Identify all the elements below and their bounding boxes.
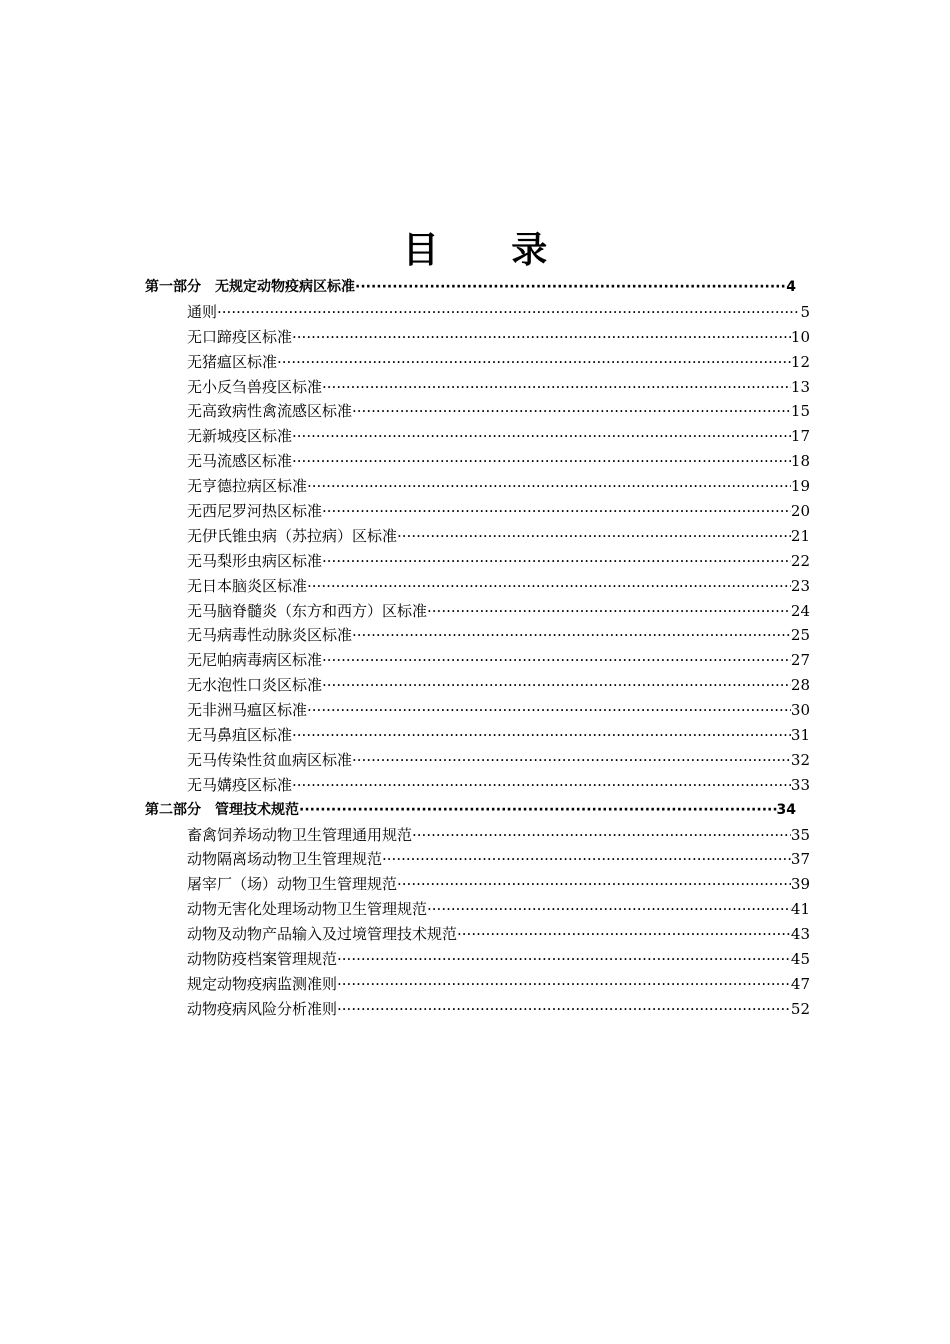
toc-entry[interactable]: [145, 499, 810, 524]
toc-entry[interactable]: [145, 947, 810, 972]
toc-entry[interactable]: [145, 798, 810, 823]
toc-entry-label: 无口蹄疫区标准: [187, 327, 293, 346]
toc-entry-page: 33: [790, 775, 810, 794]
toc-entry-page: 23: [790, 576, 810, 595]
toc-entry-label: 动物及动物产品输入及过境管理技术规范: [187, 925, 458, 944]
toc-entry-page: 45: [790, 950, 810, 969]
toc-entry[interactable]: [145, 748, 810, 773]
toc-leader-dots: [292, 773, 791, 798]
toc-leader-dots: [412, 823, 791, 848]
toc-leader-dots: [322, 648, 791, 673]
toc-entry-label: 动物无害化处理场动物卫生管理规范: [187, 900, 428, 919]
toc-leader-dots: [337, 972, 791, 997]
toc-entry-label: 无亨德拉病区标准: [187, 477, 308, 496]
toc-leader-dots: [322, 673, 791, 698]
toc-entry[interactable]: [145, 325, 810, 350]
toc-entry-page: 28: [790, 676, 810, 695]
toc-entry-label: 无马媾疫区标准: [187, 775, 293, 794]
toc-leader-dots: [292, 723, 791, 748]
toc-entry-label: 无日本脑炎区标准: [187, 576, 308, 595]
toc-entry[interactable]: [145, 350, 810, 375]
table-of-contents: [145, 275, 810, 1022]
toc-entry-label: 第一部分 无规定动物疫病区标准: [145, 279, 355, 295]
toc-entry-page: 15: [790, 402, 810, 421]
toc-leader-dots: [292, 449, 791, 474]
toc-entry-page: 52: [790, 999, 810, 1018]
toc-entry[interactable]: [145, 847, 810, 872]
toc-entry-label: 无非洲马瘟区标准: [187, 701, 308, 720]
toc-leader-dots: [352, 748, 791, 773]
toc-entry-label: 无马流感区标准: [187, 452, 293, 471]
toc-entry[interactable]: [145, 698, 810, 723]
toc-entry-page: 12: [790, 352, 810, 371]
toc-leader-dots: [307, 574, 791, 599]
toc-entry-label: 动物防疫档案管理规范: [187, 950, 338, 969]
toc-entry-page: 19: [790, 477, 810, 496]
toc-entry-page: 39: [790, 875, 810, 894]
toc-leader-dots: [355, 275, 786, 300]
toc-entry-label: 无尼帕病毒病区标准: [187, 651, 323, 670]
toc-leader-dots: [352, 623, 791, 648]
toc-entry-label: 无马鼻疽区标准: [187, 726, 293, 745]
toc-entry-label: 第二部分 管理技术规范: [145, 801, 299, 818]
toc-entry[interactable]: [145, 549, 810, 574]
toc-entry[interactable]: [145, 623, 810, 648]
toc-entry-page: 41: [790, 900, 810, 919]
toc-entry[interactable]: [145, 474, 810, 499]
toc-entry-page: 4: [786, 279, 796, 295]
toc-entry-label: 动物隔离场动物卫生管理规范: [187, 850, 383, 869]
toc-entry-page: 47: [790, 974, 810, 993]
toc-entry[interactable]: [145, 922, 810, 947]
toc-entry-page: 43: [790, 925, 810, 944]
toc-leader-dots: [277, 350, 791, 375]
toc-leader-dots: [299, 798, 777, 823]
page-title: 目 录: [402, 230, 578, 271]
toc-leader-dots: [307, 698, 791, 723]
toc-entry-page: 22: [790, 551, 810, 570]
toc-leader-dots: [337, 997, 791, 1022]
toc-entry-page: 21: [790, 526, 810, 545]
toc-entry[interactable]: [145, 773, 810, 798]
toc-entry-page: 10: [790, 327, 810, 346]
toc-entry-page: 30: [790, 701, 810, 720]
toc-entry-label: 无猪瘟区标准: [187, 352, 278, 371]
toc-entry[interactable]: [145, 972, 810, 997]
toc-entry[interactable]: [145, 872, 810, 897]
toc-leader-dots: [397, 872, 791, 897]
toc-entry[interactable]: [145, 723, 810, 748]
toc-entry[interactable]: [145, 823, 810, 848]
toc-entry[interactable]: [145, 897, 810, 922]
toc-entry-page: 18: [790, 452, 810, 471]
toc-leader-dots: [292, 424, 791, 449]
toc-entry[interactable]: [145, 599, 810, 624]
toc-entry[interactable]: [145, 375, 810, 400]
toc-entry-label: 屠宰厂（场）动物卫生管理规范: [187, 875, 398, 894]
toc-entry-label: 无伊氏锥虫病（苏拉病）区标准: [187, 526, 398, 545]
toc-leader-dots: [427, 897, 791, 922]
toc-entry-page: 17: [790, 427, 810, 446]
toc-entry-page: 31: [790, 726, 810, 745]
toc-entry[interactable]: [145, 449, 810, 474]
toc-leader-dots: [382, 847, 791, 872]
toc-leader-dots: [352, 399, 791, 424]
toc-leader-dots: [397, 524, 791, 549]
toc-entry-page: 5: [800, 302, 810, 321]
toc-leader-dots: [217, 300, 800, 325]
toc-entry[interactable]: [145, 997, 810, 1022]
toc-entry-label: 无高致病性禽流感区标准: [187, 402, 353, 421]
toc-entry[interactable]: [145, 648, 810, 673]
toc-entry-label: 畜禽饲养场动物卫生管理通用规范: [187, 825, 413, 844]
toc-leader-dots: [292, 325, 791, 350]
toc-entry-page: 20: [790, 502, 810, 521]
toc-entry-label: 无新城疫区标准: [187, 427, 293, 446]
toc-entry-label: 无马传染性贫血病区标准: [187, 750, 353, 769]
toc-entry-label: 无马病毒性动脉炎区标准: [187, 626, 353, 645]
toc-entry-label: 规定动物疫病监测准则: [187, 974, 338, 993]
toc-entry-label: 无小反刍兽疫区标准: [187, 377, 323, 396]
toc-entry-label: 通则: [187, 302, 218, 321]
toc-entry-label: 动物疫病风险分析准则: [187, 999, 338, 1018]
toc-entry-label: 无马梨形虫病区标准: [187, 551, 323, 570]
toc-leader-dots: [322, 499, 791, 524]
toc-entry-page: 34: [776, 801, 796, 818]
toc-entry-label: 无马脑脊髓炎（东方和西方）区标准: [187, 601, 428, 620]
toc-entry-page: 37: [790, 850, 810, 869]
toc-leader-dots: [457, 922, 791, 947]
toc-entry-page: 24: [790, 601, 810, 620]
toc-entry[interactable]: [145, 424, 810, 449]
toc-leader-dots: [307, 474, 791, 499]
toc-entry[interactable]: [145, 524, 810, 549]
toc-entry[interactable]: [145, 300, 810, 325]
toc-entry-page: 27: [790, 651, 810, 670]
toc-entry-page: 13: [790, 377, 810, 396]
toc-leader-dots: [337, 947, 791, 972]
toc-entry-label: 无水泡性口炎区标准: [187, 676, 323, 695]
toc-leader-dots: [427, 599, 791, 624]
toc-entry[interactable]: [145, 574, 810, 599]
toc-entry[interactable]: [145, 399, 810, 424]
toc-entry[interactable]: [145, 673, 810, 698]
toc-entry[interactable]: [145, 275, 810, 300]
toc-entry-page: 25: [790, 626, 810, 645]
toc-entry-page: 32: [790, 750, 810, 769]
toc-leader-dots: [322, 549, 791, 574]
toc-entry-page: 35: [790, 825, 810, 844]
toc-entry-label: 无西尼罗河热区标准: [187, 502, 323, 521]
toc-leader-dots: [322, 375, 791, 400]
